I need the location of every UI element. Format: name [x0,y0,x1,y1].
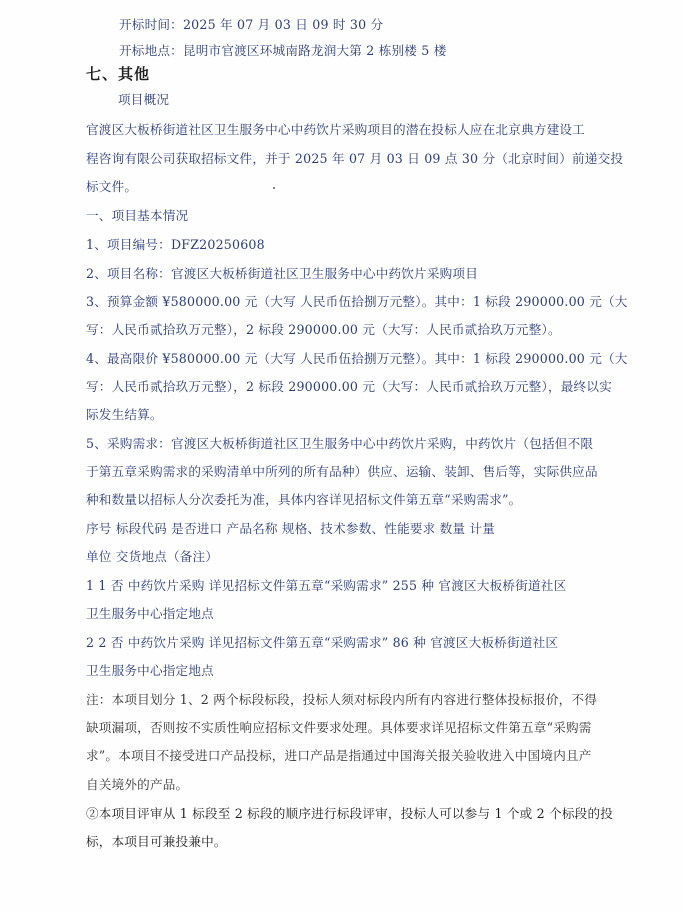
item-requirement-line-3: 种和数量以招标人分次委托为准，具体内容详见招标文件第五章“采购需求”。 [86,492,522,507]
opening-time: 开标时间：2025 年 07 月 03 日 09 时 30 分 [119,17,384,32]
stray-mark [273,187,275,189]
table-row-2-line-1: 2 2 否 中药饮片采购 详见招标文件第五章“采购需求” 86 种 官渡区大板桥街道社区 [86,635,559,650]
overview-line-2: 程咨询有限公司获取招标文件，并于 2025 年 07 月 03 日 09 点 30 分（北京时间）前递交投 [86,151,624,166]
overview-line-3: 标文件。 [86,179,138,194]
item-requirement-line-1: 5、采购需求：官渡区大板桥街道社区卫生服务中心中药饮片采购，中药饮片（包括但不限 [86,436,594,451]
note-line-2: 缺项漏项，否则按不实质性响应招标文件要求处理。具体要求详见招标文件第五章“采购需 [86,720,592,735]
table-header-line-1: 序号 标段代码 是否进口 产品名称 规格、技术参数、性能要求 数量 计量 [86,521,496,536]
opening-place: 开标地点：昆明市官渡区环城南路龙润大第 2 栋别楼 5 楼 [119,43,447,58]
note2-line-1: ②本项目评审从 1 标段至 2 标段的顺序进行标段评审，投标人可以参与 1 个或 2 个标段的投 [86,806,614,821]
table-row-1-line-1: 1 1 否 中药饮片采购 详见招标文件第五章“采购需求” 255 种 官渡区大板桥街道社区 [86,578,567,593]
basic-info-heading: 一、项目基本情况 [86,208,189,223]
item-project-number: 1、项目编号：DFZ20250608 [86,237,265,252]
overview-line-1: 官渡区大板桥街道社区卫生服务中心中药饮片采购项目的潜在投标人应在北京典方建设工 [86,122,585,137]
table-row-2-line-2: 卫生服务中心指定地点 [86,663,214,678]
table-row-1-line-2: 卫生服务中心指定地点 [86,606,214,621]
note-line-1: 注：本项目划分 1、2 两个标段标段，投标人须对标段内所有内容进行整体投标报价，不得 [86,692,597,707]
item-project-name: 2、项目名称：官渡区大板桥街道社区卫生服务中心中药饮片采购项目 [86,266,479,281]
item-max-price-line-2: 写：人民币贰拾玖万元整），2 标段 290000.00 元（大写：人民币贰拾玖万元整），最终以实 [86,379,612,394]
note-line-3: 求”。本项目不接受进口产品投标，进口产品是指通过中国海关报关验收进入中国境内且产 [86,748,592,763]
note2-line-2: 标，本项目可兼投兼中。 [86,834,227,849]
item-max-price-line-3: 际发生结算。 [86,407,163,422]
item-max-price-line-1: 4、最高限价 ¥580000.00 元（大写 人民币伍拾捌万元整）。其中：1 标段 290000.00 元（大 [86,351,628,366]
section-heading: 七、其他 [86,65,151,83]
item-budget-line-2: 写：人民币贰拾玖万元整），2 标段 290000.00 元（大写：人民币贰拾玖万元整）。 [86,322,561,337]
item-budget-line-1: 3、预算金额 ¥580000.00 元（大写 人民币伍拾捌万元整）。其中：1 标段 290000.00 元（大 [86,294,628,309]
item-requirement-line-2: 于第五章采购需求的采购清单中所列的所有品种）供应、运输、装卸、售后等，实际供应品 [86,464,598,479]
overview-label: 项目概况 [118,92,170,107]
note-line-4: 自关境外的产品。 [86,777,189,792]
table-header-line-2: 单位 交货地点（备注） [86,549,219,564]
